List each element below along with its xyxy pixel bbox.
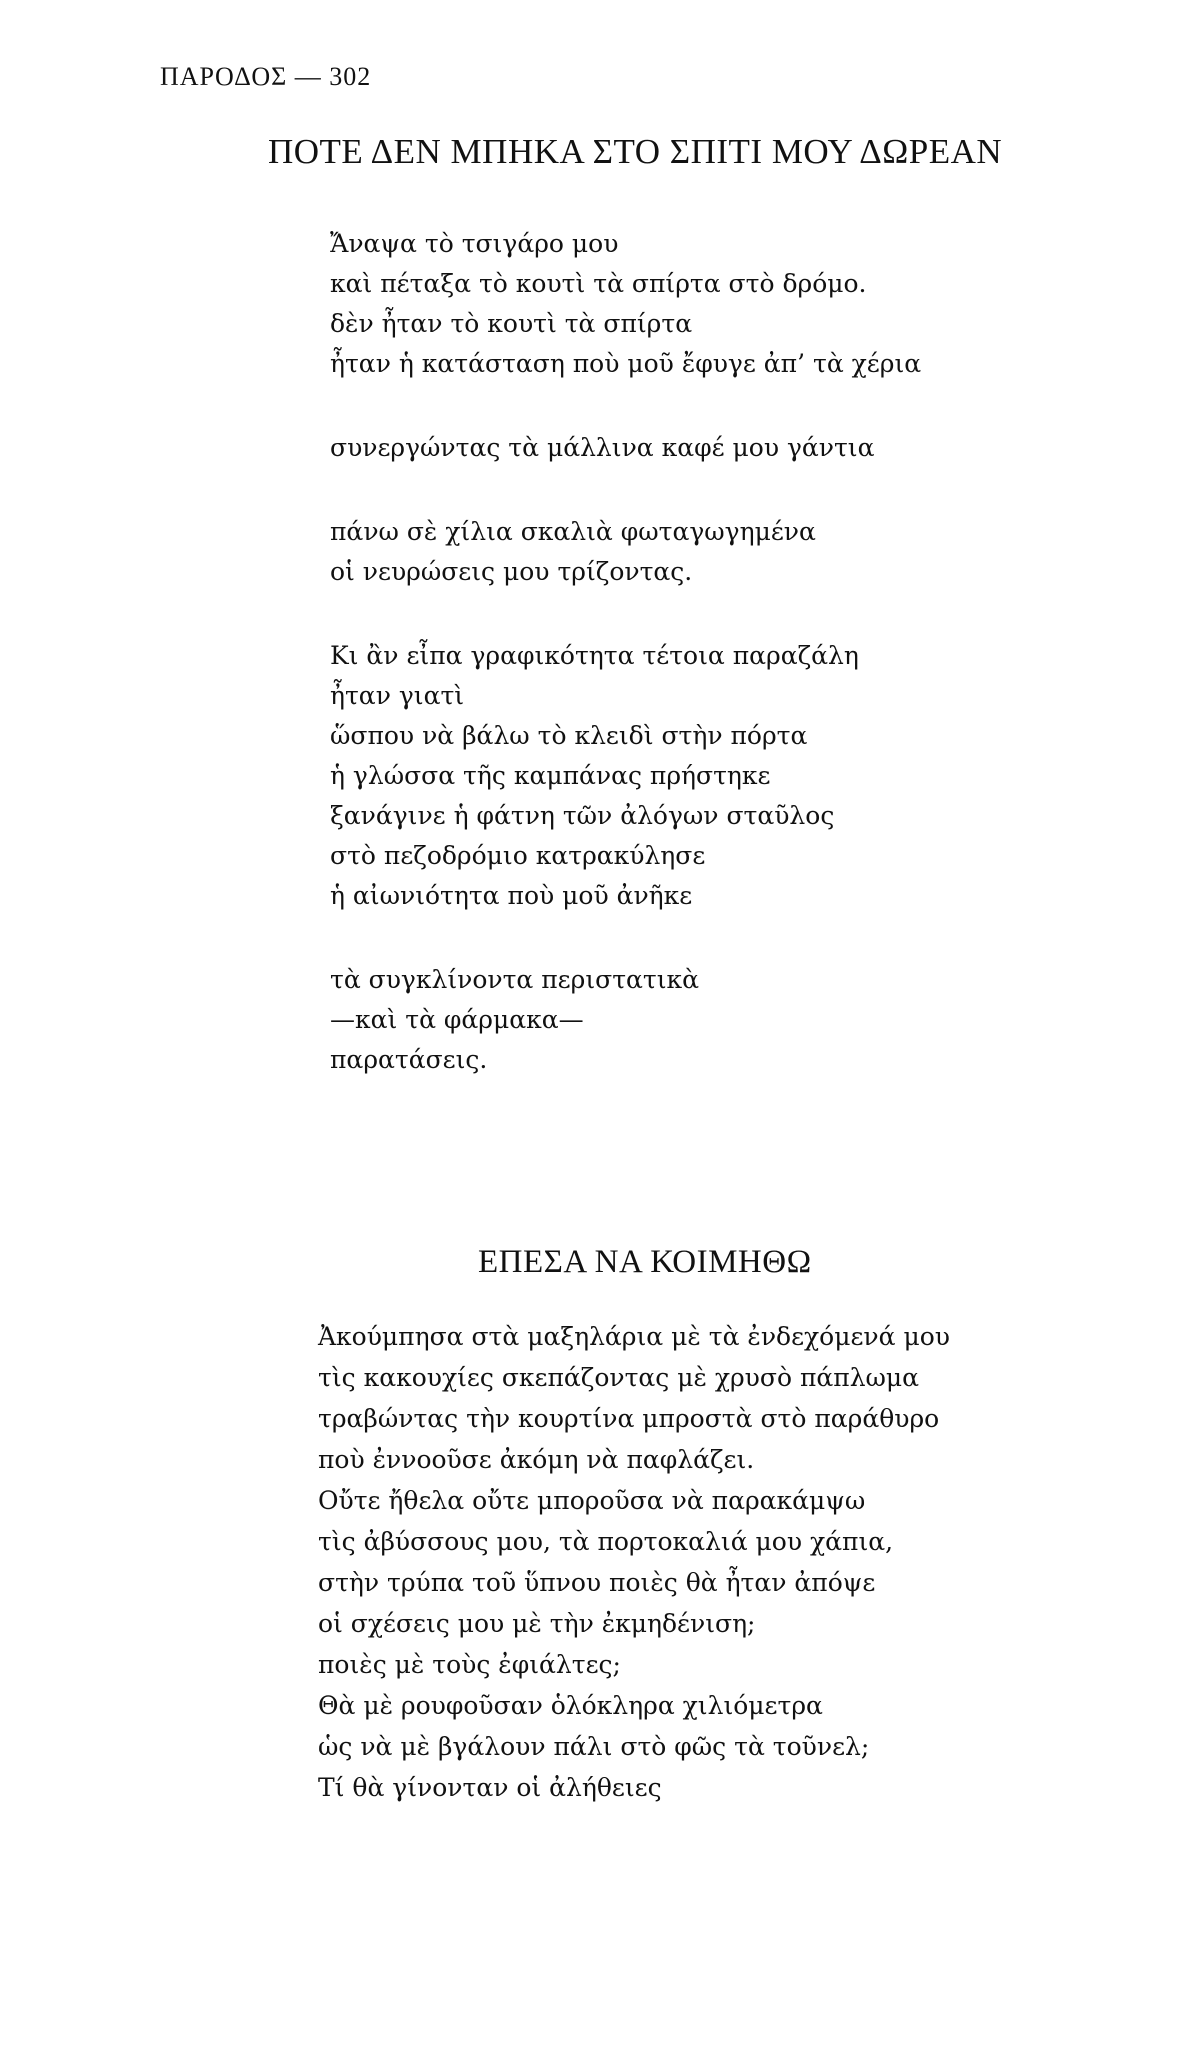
poem-line: τὶς ἀβύσσους μου, τὰ πορτοκαλιά μου χάπια, xyxy=(318,1527,894,1556)
poem-line: στὸ πεζοδρόμιο κατρακύλησε xyxy=(330,841,706,870)
poem-line: Θὰ μὲ ρουφοῦσαν ὁλόκληρα χιλιόμετρα xyxy=(318,1691,823,1720)
poem-body xyxy=(330,224,921,1080)
poem-line: στὴν τρύπα τοῦ ὕπνου ποιὲς θὰ ἦταν ἀπόψε xyxy=(318,1568,876,1597)
poem-line: συνεργώντας τὰ μάλλινα καφέ μου γάντια xyxy=(330,433,875,462)
poem-line: Κι ἂν εἶπα γραφικότητα τέτοια παραζάλη xyxy=(330,641,859,670)
poem-line: ὡς νὰ μὲ βγάλουν πάλι στὸ φῶς τὰ τοῦνελ; xyxy=(318,1732,870,1761)
poem-line: —καὶ τὰ φάρμακα— xyxy=(330,1005,584,1034)
poem-line: ἦταν γιατὶ xyxy=(330,681,465,710)
poem-line: τὶς κακουχίες σκεπάζοντας μὲ χρυσὸ πάπλωμα xyxy=(318,1363,920,1392)
poem-line: Οὔτε ἤθελα οὔτε μποροῦσα νὰ παρακάμψω xyxy=(318,1486,866,1515)
poem-line: ποὺ ἐννοοῦσε ἀκόμη νὰ παφλάζει. xyxy=(318,1445,755,1474)
poem-line: ἡ αἰωνιότητα ποὺ μοῦ ἀνῆκε xyxy=(330,881,693,910)
poem-line: ὥσπου νὰ βάλω τὸ κλειδὶ στὴν πόρτα xyxy=(330,721,808,750)
poem-line: Ἀκούμπησα στὰ μαξηλάρια μὲ τὰ ἐνδεχόμενά μου xyxy=(318,1322,950,1351)
poem-title: ΕΠΕΣΑ ΝΑ ΚΟΙΜΗΘΩ xyxy=(478,1244,812,1280)
poem-line: Ἄναψα τὸ τσιγάρο μου xyxy=(330,229,619,258)
running-header: ΠΑΡΟΔΟΣ — 302 xyxy=(160,62,372,91)
poem-line: τὰ συγκλίνοντα περιστατικὰ xyxy=(330,965,700,994)
poem-line: παρατάσεις. xyxy=(330,1045,488,1074)
poem-line: πάνω σὲ χίλια σκαλιὰ φωταγωγημένα xyxy=(330,517,816,546)
poem-line: οἱ σχέσεις μου μὲ τὴν ἐκμηδένιση; xyxy=(318,1609,756,1638)
poem-line: δὲν ἦταν τὸ κουτὶ τὰ σπίρτα xyxy=(330,309,693,338)
poem-line: ἡ γλώσσα τῆς καμπάνας πρήστηκε xyxy=(330,761,771,790)
poem-line: τραβώντας τὴν κουρτίνα μπροστὰ στὸ παράθυρο xyxy=(318,1404,940,1433)
poem-line: ἦταν ἡ κατάσταση ποὺ μοῦ ἔφυγε ἀπ’ τὰ χέρια xyxy=(330,349,922,378)
poem-line: Τί θὰ γίνονταν οἱ ἀλήθειες xyxy=(318,1773,662,1802)
poem-body xyxy=(318,1316,950,1808)
poem-title: ΠΟΤΕ ΔΕΝ ΜΠΗΚΑ ΣΤΟ ΣΠΙΤΙ ΜΟΥ ΔΩΡΕΑΝ xyxy=(268,132,1003,171)
poem-line: καὶ πέταξα τὸ κουτὶ τὰ σπίρτα στὸ δρόμο. xyxy=(330,269,867,298)
poem-line: οἱ νευρώσεις μου τρίζοντας. xyxy=(330,557,693,586)
poem-line: ποιὲς μὲ τοὺς ἐφιάλτες; xyxy=(318,1650,621,1679)
poem-line: ξανάγινε ἡ φάτνη τῶν ἀλόγων σταῦλος xyxy=(330,801,835,830)
